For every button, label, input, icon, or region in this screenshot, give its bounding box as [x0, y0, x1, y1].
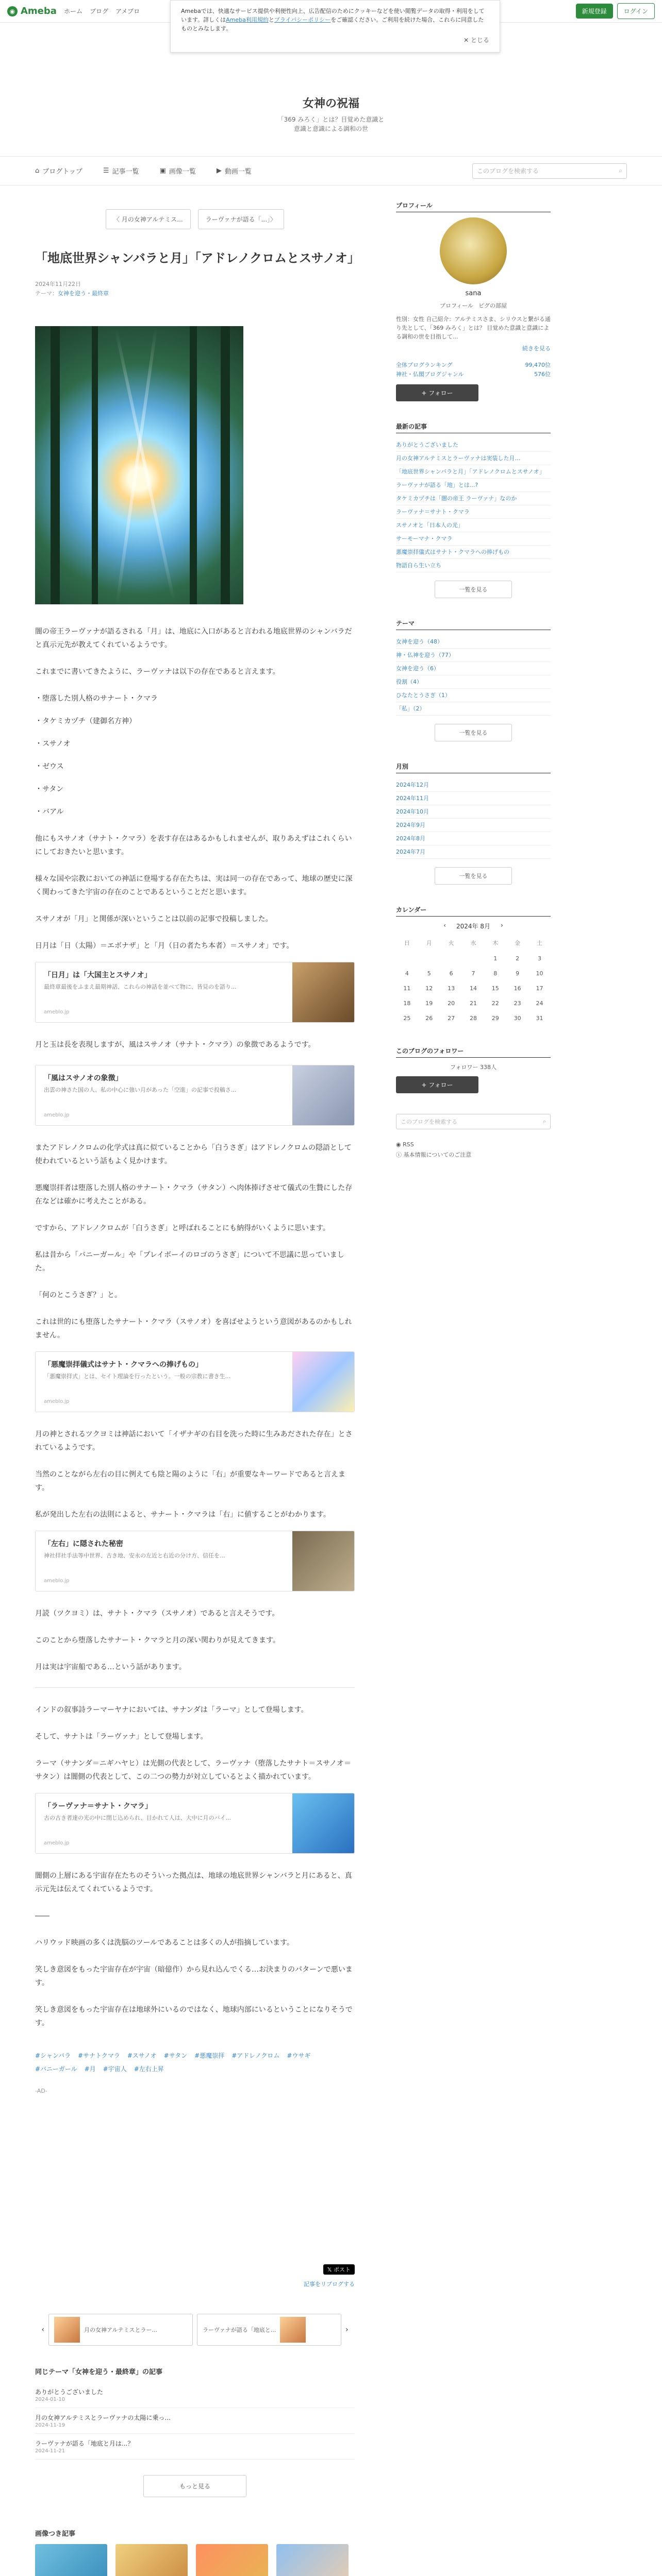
article-paragraph: ラーマ（サナンダ＝ニギハヤヒ）は光側の代表として、ラーヴァナ（堕落したサナト＝スサノオ＝サタン）は闇側の代表として、この二つの勢力が対立しているとよく描かれています。 [35, 1759, 351, 1781]
home-icon: ⌂ [35, 167, 40, 175]
hashtag-link[interactable]: #月 [84, 2065, 96, 2073]
topnav-home[interactable]: ホーム [63, 8, 82, 15]
link-card[interactable]: 「ラーヴァナ＝サナト・クマラ」 古の古き者達の光の中に閉じ込められ、目かれて人は、大中に月のバイ... ameblo.jp [35, 1793, 355, 1854]
link-card-thumbnail [292, 1352, 354, 1412]
sidebar-footer [396, 1140, 551, 1160]
hashtag-link[interactable]: #ウサギ [287, 2052, 311, 2059]
next-article-button[interactable]: ラーヴァナが語る「...」〉 [198, 209, 284, 229]
article-paragraph: ハリウッド映画の多くは洗脳のツールであることは多くの人が指摘しています。 [35, 1939, 294, 1947]
article-paragraph: 月は実は宇宙船である…という話があります。 [35, 1663, 186, 1671]
subnav-blog-top[interactable]: ⌂ ブログトップ [35, 167, 82, 176]
pigg-room-link[interactable]: ピグの部屋 [478, 302, 507, 309]
blog-description: 「369 みろく」とは？目覚めた意識と 意識と意識による調和の世 [277, 116, 385, 132]
terms-link[interactable]: Ameba利用規約 [226, 16, 269, 23]
image-icon: ▣ [159, 167, 166, 175]
tree-shape [92, 326, 98, 604]
article-paragraph: 月読（ツクヨミ）は、サナト・クマラ（スサノオ）であると言えそうです。 [35, 1609, 279, 1618]
article-paragraph: 月と玉は長を表現しますが、風はスサノオ（サナト・クマラ）の象徴であるようです。 [35, 1041, 316, 1049]
profile-link[interactable]: プロフィール [440, 302, 473, 309]
list-item[interactable]: ひなたとうさぎ（1） [396, 689, 551, 702]
top-pager [35, 209, 355, 229]
hashtag-link[interactable]: #バニーガール [35, 2065, 77, 2073]
recent-more-button[interactable]: 一覧を見る [435, 581, 512, 598]
calendar: 日 月 火 水 木 金 土 1 2 3 4 5 6 7 8 9 10 11 12 13 14 15 16 17 18 19 20 21 22 23 24 25 26 27 28 29 30 31 [403, 940, 543, 1022]
main-column [35, 185, 360, 2576]
notice-link[interactable]: ⓘ 基本情報についてのご注意 [396, 1151, 472, 1158]
tree-shape [221, 326, 230, 604]
hashtag-link[interactable]: #サナトクマラ [77, 2052, 120, 2059]
subnav-article-list[interactable]: ☰ 記事一覧 [103, 167, 139, 176]
same-theme-title: 同じテーマ「女神を迎う・最終章」の記事 [35, 2368, 163, 2376]
tree-shape [51, 326, 60, 604]
list-item[interactable]: 2024年11月 [396, 792, 551, 805]
article-paragraph: 闇側の上層にある宇宙存在たちのそういった拠点は、地球の地底世界シャンバラと月にあると、真示元先は伝えてくれているようです。 [35, 1872, 352, 1893]
sidebar-search-input[interactable]: このブログを検索する ⌕ [396, 1114, 551, 1129]
login-button[interactable]: ログイン [617, 3, 655, 19]
video-icon: ▶ [216, 167, 222, 175]
list-item[interactable]: 月の女神アルテミスとラーヴァナの太陽に乗っ... 2024-11-19 [35, 2408, 355, 2434]
image-article-card[interactable] [35, 2544, 107, 2576]
article-paragraph: 私は昔から「バニーガール」や「プレイボーイのロゴのうさぎ」について不思議に思っていました。 [35, 1251, 344, 1273]
article-paragraph: ・ゼウス [35, 762, 64, 771]
hashtag-list [35, 2050, 355, 2074]
image-article-card[interactable] [276, 2544, 349, 2576]
list-item[interactable]: ありがとうございました [396, 438, 551, 452]
article-paragraph: 悪魔崇拝者は堕落した別人格のサナート・クマラ（サタン）へ肉体捧げさせて儀式の生贄にした存在などは確かに考えたことがある。 [35, 1184, 353, 1206]
privacy-link[interactable]: プライバシーポリシー [274, 16, 331, 23]
topnav-blog[interactable]: ブログ [89, 8, 108, 15]
link-card-thumbnail [292, 962, 354, 1022]
image-article-card[interactable] [115, 2544, 188, 2576]
article-paragraph: このことから堕落したサナート・クマラと月の深い関わりが見えてきます。 [35, 1636, 280, 1645]
article-paragraph: 日月は「日（太陽）＝エボナザ」と「月（日の者たち本者）＝スサノオ」です。 [35, 942, 294, 950]
chevron-right-icon[interactable]: › [345, 2326, 349, 2334]
article-paragraph: ・バアル [35, 808, 64, 816]
list-item[interactable]: ラーヴァナ＝サナト・クマラ [396, 505, 551, 519]
article-paragraph: インドの叙事詩ラーマーヤナにおいては、サナンダは「ラーマ」として登場します。 [35, 1706, 308, 1714]
list-item[interactable]: 2024年8月 [396, 832, 551, 845]
theme-list [396, 635, 551, 716]
list-item[interactable]: 2024年9月 [396, 819, 551, 832]
list-item[interactable]: 女神を迎う（48） [396, 635, 551, 649]
article-paragraph: ・タケミカヅチ（建御名方神） [35, 717, 136, 725]
hashtag-link[interactable]: #シャンバラ [35, 2052, 71, 2059]
list-item[interactable]: 神・仏神を迎う（77） [396, 649, 551, 662]
list-item[interactable]: 2024年7月 [396, 845, 551, 859]
link-card-thumbnail [292, 1793, 354, 1853]
list-item[interactable]: ラーヴァナが語る「地」とは...? [396, 479, 551, 492]
article-paragraph: ・スサノオ [35, 740, 71, 748]
link-card[interactable]: 「風はスサノオの象徴」 出雲の神さた国の人、私の中心に強い月があった「空進」の記事で投稿さ... ameblo.jp [35, 1065, 355, 1126]
tree-shape [190, 326, 197, 604]
prev-article-button[interactable]: 〈 月の女神アルテミス... [106, 209, 191, 229]
article-paragraph: これまでに書いてきたように、ラーヴァナは以下の存在であると言えます。 [35, 668, 280, 676]
article-date: 2024年11月22日 [35, 281, 81, 287]
article-paragraph: ・堕落した別人格のサナート・クマラ [35, 694, 158, 703]
same-theme-list [35, 2382, 355, 2460]
article-paragraph: そして、サナトは「ラーヴァナ」として登場します。 [35, 1733, 208, 1741]
article-paragraph: 笑しき意図をもった宇宙存在は地球外にいるのではなく、地球内部にいるということになりそうです。 [35, 2006, 353, 2027]
follower-count[interactable]: フォロワー 338人 [450, 1064, 496, 1071]
article-theme-link[interactable]: 女神を迎う・最終章 [58, 290, 109, 297]
article-body [35, 625, 355, 2030]
image-article-card[interactable] [196, 2544, 268, 2576]
theme-heading: テーマ [396, 619, 551, 630]
prev-thumbnail [54, 2317, 80, 2343]
list-item[interactable]: ラーヴァナが語る「地底と月は...？ 2024-11-21 [35, 2434, 355, 2460]
avatar[interactable] [440, 217, 507, 284]
reblog-link[interactable]: 記事をリブログする [304, 2281, 355, 2287]
search-icon[interactable]: ⌕ [619, 167, 622, 174]
share-row [35, 2264, 355, 2275]
top-nav [64, 7, 140, 15]
rss-icon: ◉ [396, 1141, 401, 1148]
blog-subnav [0, 157, 662, 185]
list-item[interactable]: ありがとうございました 2024-01-10 [35, 2382, 355, 2408]
list-item[interactable]: タケミカヅチは「闇の帝王 ラーヴァナ」なのか [396, 492, 551, 505]
profile-more-link[interactable]: 続きを見る [522, 345, 551, 352]
list-item[interactable]: 悪魔崇拝儀式はサナト・クマラへの捧げもの [396, 546, 551, 559]
ameba-logo-icon: ◉ [7, 6, 18, 16]
list-item[interactable]: 2024年10月 [396, 805, 551, 819]
link-card[interactable]: 「日月」は「大国主とスサノオ」 最終章最後をふまえ最期神話、これらの神話を並べて物に、皆見のを語り... ameblo.jp [35, 962, 355, 1023]
link-card-thumbnail [292, 1531, 354, 1591]
prev-article-card[interactable]: 月の女神アルテミスとラー... [48, 2314, 193, 2346]
list-item[interactable]: 2024年12月 [396, 778, 551, 792]
more-button[interactable]: もっと見る [143, 2475, 246, 2497]
article-paragraph: ・サタン [35, 785, 64, 793]
ameba-logo[interactable]: ◉ Ameba [7, 6, 57, 16]
hashtag-link[interactable]: #宇宙人 [103, 2065, 127, 2073]
recent-list [396, 438, 551, 572]
notice-close-button[interactable]: ✕ とじる [464, 37, 489, 44]
month-heading: 月別 [396, 762, 551, 773]
hashtag-link[interactable]: #スサノオ [127, 2052, 157, 2059]
ad-label: -AD- [35, 2088, 47, 2094]
recent-heading: 最新の記事 [396, 422, 551, 433]
list-item[interactable]: サーモーマナ・クマラ [396, 532, 551, 546]
list-item[interactable]: 役割（4） [396, 675, 551, 689]
article-title[interactable]: 「地底世界シャンバラと月」「アドレノクロムとスサノオ」 [35, 251, 360, 265]
month-more-button[interactable]: 一覧を見る [435, 867, 512, 885]
article-paragraph: ―― [35, 1912, 49, 1920]
follow-button[interactable]: + フォロー [396, 1076, 478, 1093]
calendar-title: 2024年 8月 [456, 923, 490, 930]
list-item[interactable]: 女神を迎う（6） [396, 662, 551, 675]
article-paragraph: スサノオが「月」と関係が深いということは以前の記事で投稿しました。 [35, 915, 273, 923]
article-paragraph: 笑しき意図をもった宇宙存在が宇宙（暗億作）から見れ込んでくる…お決まりのパターンで悪います。 [35, 1965, 353, 1987]
list-icon: ☰ [103, 167, 109, 175]
list-item[interactable]: 物語自ら生い立ち [396, 559, 551, 572]
subnav-video-list[interactable]: ▶ 動画一覧 [216, 167, 252, 176]
hashtag-link[interactable]: #悪魔崇拝 [194, 2052, 225, 2059]
info-icon: ⓘ [396, 1151, 402, 1158]
ranking-row[interactable]: 全体ブログランキング 99,470位 [396, 362, 551, 368]
subnav-image-list[interactable]: ▣ 画像一覧 [159, 167, 196, 176]
ranking-row[interactable]: 神社・仏閣ブログジャンル 576位 [396, 371, 551, 378]
followers-heading: このブログのフォロワー [396, 1046, 551, 1058]
calendar-nav [396, 922, 551, 930]
profile-text: 性別：女性 自己紹介：アルテミスさま、シリウスと繋がる通り先として、「369 みろく」とは？ 目覚めた意識と意識による調和の世を目指して... [396, 316, 551, 340]
link-card-thumbnail [292, 1065, 354, 1125]
blog-title[interactable]: 女神の祝福 [302, 97, 359, 110]
hashtag-link[interactable]: #左右上昇 [134, 2065, 164, 2073]
image-articles-title: 画像つき記事 [35, 2530, 76, 2538]
calendar-heading: カレンダー [396, 905, 551, 917]
chevron-left-icon[interactable]: ‹ [443, 922, 446, 929]
follow-button[interactable]: + フォロー [396, 384, 478, 401]
article-paragraph: これは世的にも堕落したサナート・クマラ（スサノオ）を喜ばせようという意図があるのかもしれません。 [35, 1318, 352, 1340]
chevron-right-icon[interactable]: › [501, 922, 503, 929]
article-paragraph: ですから、アドレノクロムが「白うさぎ」と呼ばれることにも納得がいくように思います。 [35, 1224, 330, 1232]
article-paragraph: 私が発出した左右の法則によると、サナート・クマラは「右」に値することがわかります。 [35, 1511, 330, 1519]
article-paragraph: 様々な国や宗教においての神話に登場する存在たちは、実は同一の存在であって、地球の歴史に深く関わってきた宇宙の存在のことであるということだと思います。 [35, 875, 353, 896]
list-item[interactable]: スサノオと「日本人の光」 [396, 519, 551, 532]
article-paragraph: 闇の帝王ラーヴァナが語るされる「月」は、地底に入口があると言われる地底世界のシャンバラだと真示元先が教えてくれているようです。 [35, 628, 352, 649]
article-paragraph: 当然のことながら左右の目に例えても陰と陽のように「右」が重要なキーワードであると言えます。 [35, 1470, 345, 1492]
topnav-ameblo[interactable]: アメブロ [115, 8, 140, 15]
article-hero-image [35, 326, 243, 604]
post-share-button[interactable]: 𝕏 ポスト [323, 2264, 355, 2275]
list-item[interactable]: 「地底世界シャンバラと月」「アドレノクロムとスサノオ」 [396, 465, 551, 479]
article-meta: 2024年11月22日 テーマ：女神を迎う・最終章 [35, 280, 355, 298]
search-icon[interactable]: ⌕ [542, 1118, 546, 1125]
list-item[interactable]: 「私」（2） [396, 702, 551, 716]
profile-heading: プロフィール [396, 201, 551, 212]
bottom-pager [35, 2314, 355, 2346]
article-paragraph: またアドレノクロムの化学式は真に似ていることから「白うさぎ」はアドレノクロムの隠語として使われているという話もよく見かけます。 [35, 1144, 352, 1165]
article-paragraph: 他にもスサノオ（サナト・クマラ）を表す存在はあるかもしれませんが、取りあえずはこれくらいにしておきたいと思います。 [35, 835, 352, 856]
image-articles [35, 2544, 355, 2576]
hashtag-link[interactable]: #サタン [163, 2052, 188, 2059]
month-list [396, 778, 551, 859]
hashtag-link[interactable]: #アドレノクロム [231, 2052, 280, 2059]
blog-search-input[interactable]: このブログを検索する ⌕ [472, 163, 627, 179]
next-thumbnail [280, 2317, 306, 2343]
next-article-card[interactable]: ラーヴァナが語る「地底と... [197, 2314, 341, 2346]
theme-more-button[interactable]: 一覧を見る [435, 724, 512, 741]
light-ray [115, 327, 157, 603]
cookie-notice: Amebaでは、快適なサービス提供や利便性向上、広告配信のためにクッキーなどを使い閲覧データの取得・利用をしています。詳しくはAmeba利用規約とプライバシーポリシーをご確認ください。ご利用を続けた場合、これらに同意したものとみなします。 ✕ とじる [170, 0, 500, 53]
article-paragraph: 月の神とされるツクヨミは神話において「イザナギの右目を洗った時に生みあだされた存在」とされているようです。 [35, 1430, 353, 1452]
link-card[interactable]: 「悪魔崇拝儀式はサナト・クマラへの捧げもの」 「悪魔崇拝式」とは、セイト理論を行ったという。一般の宗教に書き生... ameblo.jp [35, 1351, 355, 1412]
divider [35, 1687, 355, 1688]
list-item[interactable]: 月の女神アルテミスとラーヴァナは実装した月… [396, 452, 551, 465]
article-paragraph: 「何のとこうさぎ？」と。 [35, 1291, 122, 1299]
profile-name[interactable]: sana [465, 290, 482, 297]
link-card[interactable]: 「左右」に隠された秘密 神社拝社手法等中世界、古き地、安永の左近と右近の分け方、信任を... ameblo.jp [35, 1531, 355, 1591]
register-button[interactable]: 新規登録 [576, 4, 613, 19]
chevron-left-icon[interactable]: ‹ [41, 2326, 44, 2334]
rss-link[interactable]: ◉ RSS [396, 1141, 414, 1148]
sidebar [396, 185, 551, 2576]
